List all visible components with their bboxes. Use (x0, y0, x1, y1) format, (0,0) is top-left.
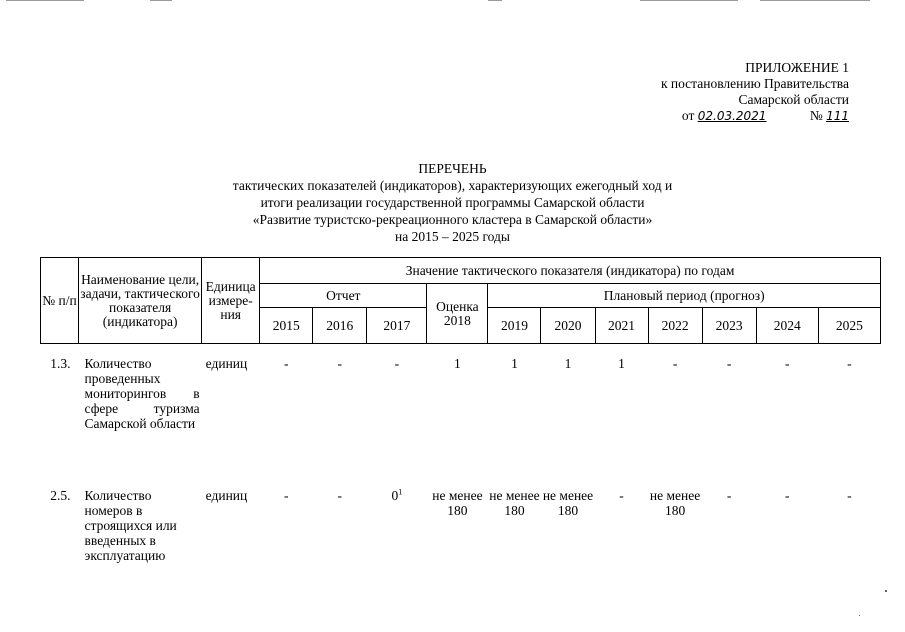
value-cell: - (784, 356, 790, 371)
value-cell: не менее 180 (432, 487, 483, 518)
heading-line-4: на 2015 – 2025 годы (395, 229, 510, 244)
value-2017: 0 (391, 487, 399, 503)
year-2021: 2021 (595, 308, 648, 344)
value-cell: - (726, 487, 732, 503)
header-values: Значение тактического показателя (индикатора) по годам (260, 258, 881, 284)
header-estimate: Оценка 2018 (427, 284, 488, 344)
year-2019: 2019 (488, 308, 541, 344)
value-cell: 1 (618, 356, 625, 371)
row-number: 1.3. (50, 356, 71, 371)
appendix-line-2: Самарской области (738, 92, 849, 107)
appendix-title: ПРИЛОЖЕНИЕ 1 (745, 60, 849, 75)
document-heading (160, 160, 745, 245)
appendix-block (619, 60, 849, 124)
value-cell: - (619, 487, 624, 503)
table-row (41, 344, 881, 476)
value-cell: 1 (511, 356, 518, 371)
value-cell: не менее 180 (489, 487, 540, 518)
indicators-table (40, 257, 881, 576)
heading-line-1: тактических показателей (индикаторов), характеризующих ежегодный ход и (232, 178, 673, 193)
heading-title: ПЕРЕЧЕНЬ (418, 161, 487, 176)
value-cell: не менее 180 (542, 487, 594, 518)
from-label: от (681, 108, 695, 123)
year-2024: 2024 (756, 308, 818, 344)
scan-speck (885, 590, 887, 592)
value-cell: 1 (454, 356, 461, 371)
year-2020: 2020 (541, 308, 595, 344)
value-cell: - (672, 356, 678, 371)
appendix-line-1: к постановлению Правительства (660, 76, 849, 91)
value-cell: - (283, 487, 289, 503)
row-name: Количество номеров в строящихся или введенных в эксплуатацию (84, 487, 177, 563)
value-cell: не менее 180 (649, 487, 701, 518)
value-cell: - (283, 356, 289, 371)
number-label: № (809, 108, 823, 123)
row-number: 2.5. (50, 487, 71, 503)
scan-top-edge-marks (0, 0, 905, 4)
row-name: Количество проведенных мониторингов в сфере туризма Самарской области (84, 356, 200, 431)
value-cell: - (847, 356, 852, 371)
year-2016: 2016 (313, 308, 367, 344)
handwritten-number: 111 (826, 109, 849, 123)
value-cell: - (337, 487, 343, 503)
value-cell: - (847, 487, 852, 503)
value-cell: 1 (564, 356, 572, 371)
row-unit: единиц (205, 487, 248, 503)
header-unit: Единица измере-ния (202, 258, 260, 344)
header-name: Наименование цели, задачи, тактического показателя (индикатора) (79, 258, 202, 344)
header-report: Отчет (260, 284, 427, 308)
value-cell: - (726, 356, 732, 371)
value-cell: - (394, 356, 400, 371)
year-2023: 2023 (702, 308, 756, 344)
header-plan: Плановый период (прогноз) (488, 284, 881, 308)
table-row (41, 476, 881, 576)
handwritten-date: 02.03.2021 (697, 109, 767, 123)
heading-line-2: итоги реализации государственной программы Самарской области (260, 195, 645, 210)
row-unit: единиц (205, 356, 248, 371)
footnote-mark: 1 (398, 487, 403, 496)
year-2015: 2015 (260, 308, 313, 344)
value-cell-2017 (367, 476, 427, 576)
value-cell: - (337, 356, 343, 371)
year-2017: 2017 (367, 308, 427, 344)
header-num: № п/п (41, 258, 79, 344)
appendix-date-line (619, 108, 849, 124)
value-cell: - (784, 487, 790, 503)
year-2022: 2022 (648, 308, 702, 344)
scan-speck (859, 615, 860, 616)
heading-line-3: «Развитие туристско-рекреационного кластера в Самарской области» (252, 212, 653, 227)
year-2025: 2025 (818, 308, 880, 344)
